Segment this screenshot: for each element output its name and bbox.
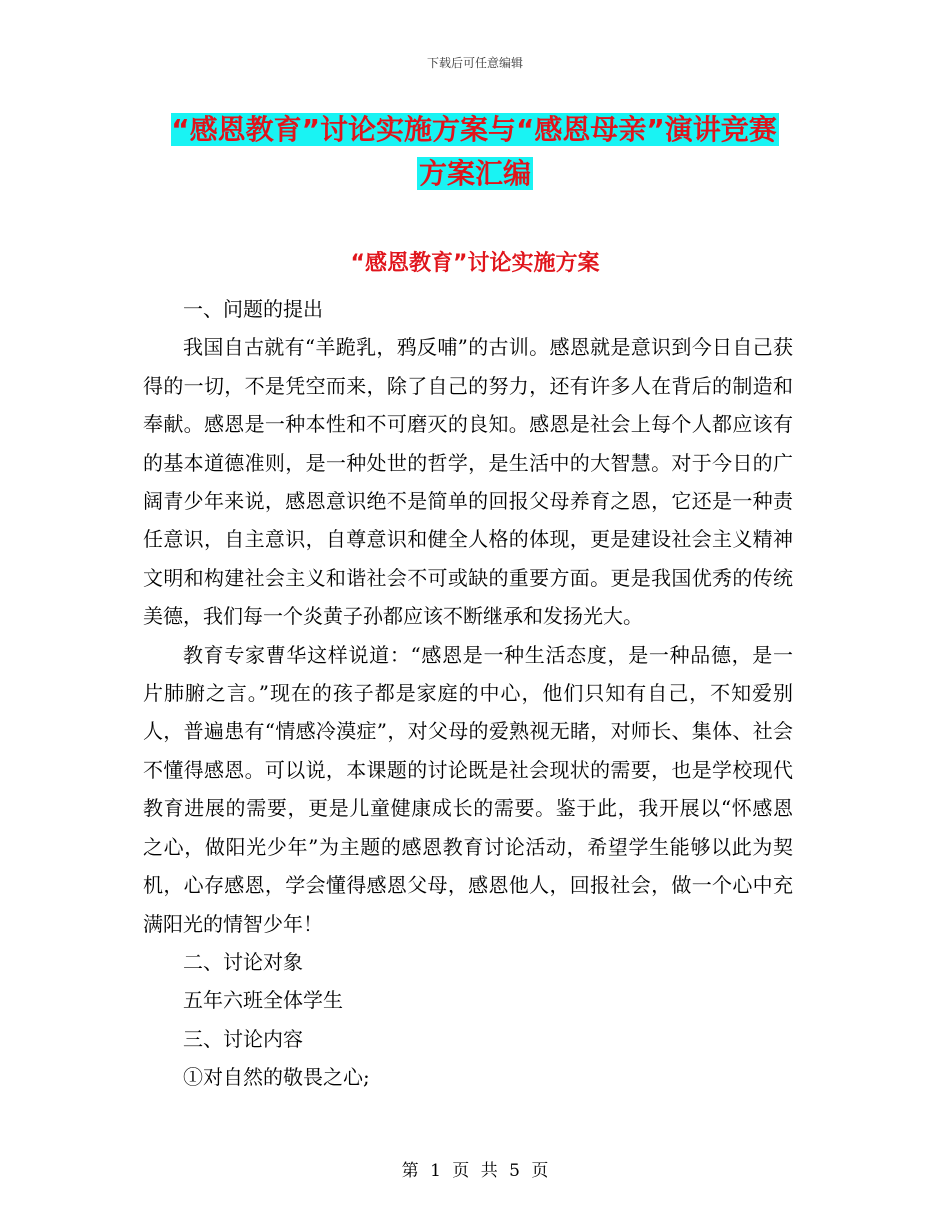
paragraph-2: 教育专家曹华这样说道：“感恩是一种生活态度，是一种品德，是一片肺腑之言。”现在的孩子都是家庭的中心，他们只知有自己，不知爱别人，普遍患有“情感冷漠症”，对父母的爱熟视无睹，对师长、集体、社会不懂得感恩。可以说，本课题的讨论既是社会现状的需要，也是学校现代教育进展的需要，更是儿童健康成长的需要。鉴于此，我开展以“怀感恩之心，做阳光少年”为主题的感恩教育讨论活动，希望学生能够以此为契机，心存感恩，学会懂得感恩父母，感恩他人，回报社会，做一个心中充满阳光的情智少年！	[143, 642, 793, 936]
heading-problem: 一、问题的提出	[183, 297, 323, 321]
list-item-1: ①对自然的敬畏之心;	[183, 1065, 370, 1090]
footer-mid1: 页	[452, 1161, 470, 1181]
footer-current-page: 1	[430, 1161, 441, 1181]
header-note: 下载后可任意编辑	[426, 56, 523, 70]
footer-total-pages: 5	[509, 1161, 520, 1181]
page-footer	[0, 1156, 950, 1181]
document-body	[143, 290, 793, 1097]
title-line-1: “感恩教育”讨论实施方案与“感恩母亲”演讲竞赛	[171, 113, 777, 146]
heading-subjects: 二、讨论对象	[183, 949, 303, 974]
title-line-2: 方案汇编	[418, 157, 531, 190]
section-title: “感恩教育”讨论实施方案	[350, 251, 600, 276]
paragraph-subjects: 五年六班全体学生	[183, 988, 343, 1013]
footer-prefix: 第	[401, 1161, 419, 1181]
footer-suffix: 页	[531, 1161, 549, 1181]
heading-content: 三、讨论内容	[183, 1026, 303, 1051]
footer-mid2: 共	[480, 1161, 498, 1181]
document-title	[0, 108, 950, 196]
paragraph-1: 我国自古就有“羊跪乳，鸦反哺”的古训。感恩就是意识到今日自己获得的一切，不是凭空而来，除了自己的努力，还有许多人在背后的制造和奉献。感恩是一种本性和不可磨灭的良知。感恩是社会上每个人都应该有的基本道德准则，是一种处世的哲学，是生活中的大智慧。对于今日的广阔青少年来说，感恩意识绝不是简单的回报父母养育之恩，它还是一种责任意识，自主意识，自尊意识和健全人格的体现，更是建设社会主义精神文明和构建社会主义和谐社会不可或缺的重要方面。更是我国优秀的传统美德，我们每一个炎黄子孙都应该不断继承和发扬光大。	[143, 335, 793, 629]
